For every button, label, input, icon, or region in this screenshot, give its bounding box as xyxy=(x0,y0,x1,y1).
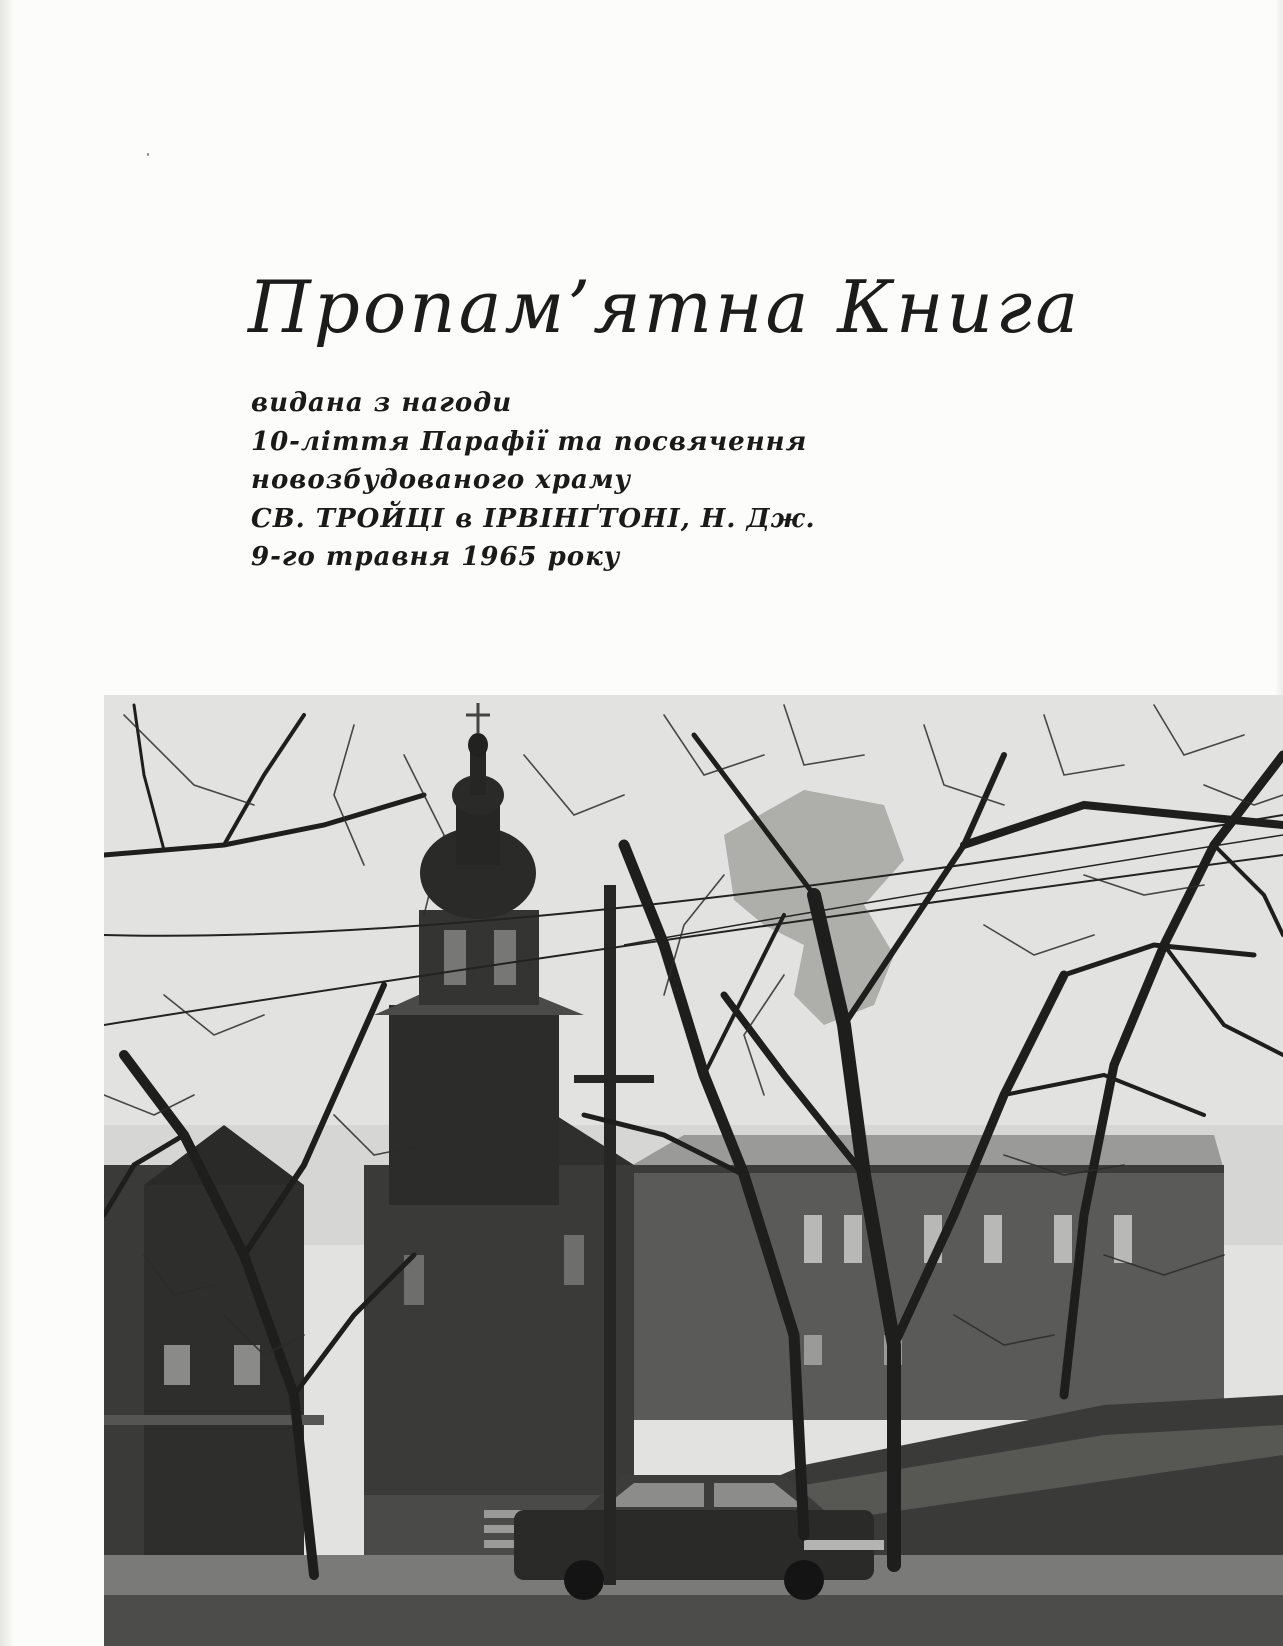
church-photo xyxy=(104,695,1283,1646)
subtitle-line: 10-ліття Парафії та посвячення xyxy=(251,426,808,457)
subtitle-line: СВ. ТРОЙЦІ в ІРВІНҐТОНІ, Н. Дж. xyxy=(251,503,816,534)
subtitle-line: видана з нагоди xyxy=(251,388,513,418)
page-edge-left xyxy=(0,0,14,1646)
book-subtitle xyxy=(251,384,1011,577)
subtitle-line: 9-го травня 1965 року xyxy=(251,542,621,572)
paper-speck xyxy=(147,153,149,156)
book-title: Пропам’ятна Книга xyxy=(248,265,1082,349)
church-photo-image xyxy=(104,695,1283,1646)
subtitle-line: новозбудованого храму xyxy=(251,465,632,495)
